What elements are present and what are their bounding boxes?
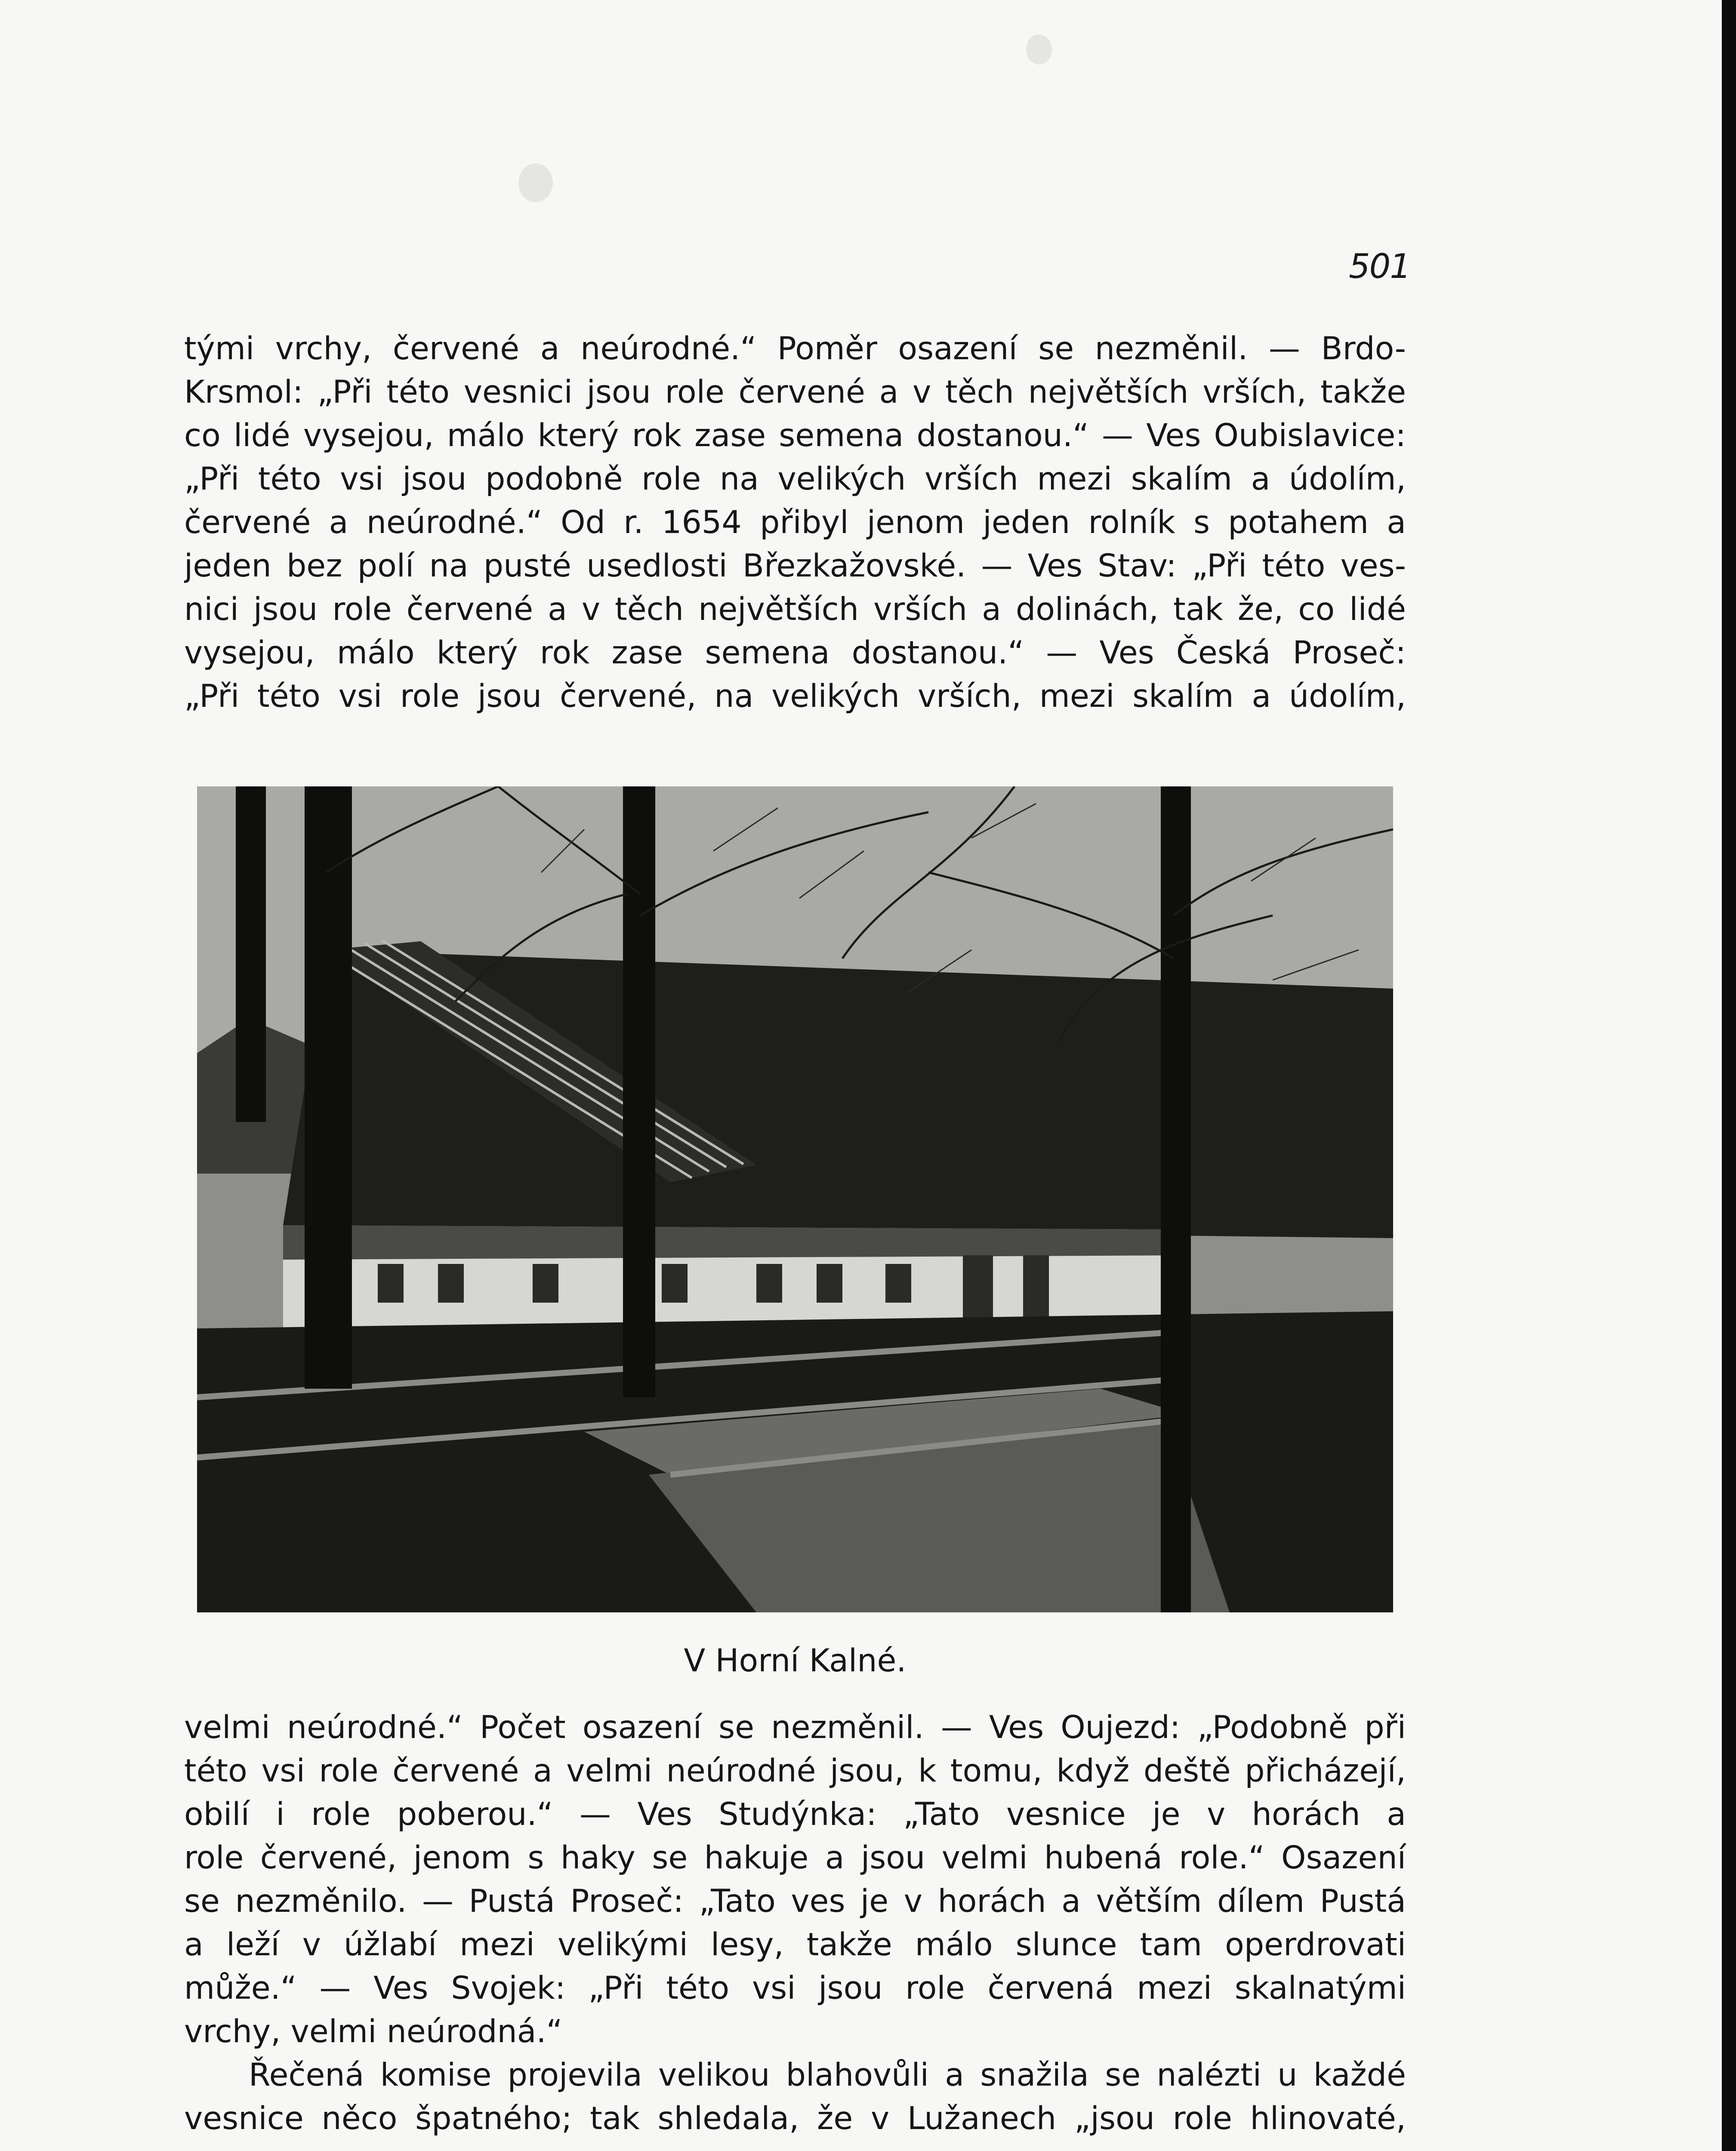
text-line: vesnice něco špatného; tak shledala, že v Lužanech „jsou role hlinovaté, (184, 2100, 1406, 2137)
text-line: této vsi role červené a velmi neúrodné jsou, k tomu, když deště přicházejí, (184, 1753, 1406, 1789)
text-line: Řečená komise projevila velikou blahovůli a snažila se nalézti u každé (249, 2057, 1406, 2093)
text-line: vysejou, málo který rok zase semena dostanou.“ — Ves Česká Proseč: (184, 635, 1406, 671)
text-line: obilí i role poberou.“ — Ves Studýnka: „Tato vesnice je v horách a (184, 1796, 1406, 1833)
photograph-horni-kalna (197, 786, 1393, 1612)
text-line: se nezměnilo. — Pustá Proseč: „Tato ves je v horách a větším dílem Pustá (184, 1883, 1406, 1920)
text-line: „Při této vsi jsou podobně role na velikých vrších mezi skalím a údolím, (184, 461, 1406, 497)
text-line: jeden bez polí na pusté usedlosti Březkažovské. — Ves Stav: „Při této ves- (184, 548, 1406, 584)
text-line: tými vrchy, červené a neúrodné.“ Poměr osazení se nezměnil. — Brdo- (184, 330, 1406, 367)
text-line: role červené, jenom s haky se hakuje a jsou velmi hubená role.“ Osazení (184, 1840, 1406, 1876)
text-line: Krsmol: „Při této vesnici jsou role červené a v těch největších vrších, takže (184, 374, 1406, 410)
text-line: „Při této vsi role jsou červené, na velikých vrších, mezi skalím a údolím, (184, 678, 1406, 715)
scan-smudge (518, 163, 553, 202)
scan-smudge (1026, 34, 1052, 65)
paragraph-bottom (184, 1706, 1406, 2140)
page-number: 501 (1349, 247, 1410, 286)
text-line: velmi neúrodné.“ Počet osazení se nezměnil. — Ves Oujezd: „Podobně při (184, 1709, 1406, 1746)
text-line: červené a neúrodné.“ Od r. 1654 přibyl jenom jeden rolník s potahem a (184, 504, 1406, 541)
text-line: co lidé vysejou, málo který rok zase semena dostanou.“ — Ves Oubislavice: (184, 417, 1406, 454)
scan-border (1722, 0, 1736, 2151)
figure-caption: V Horní Kalné. (684, 1643, 907, 1679)
text-line: může.“ — Ves Svojek: „Při této vsi jsou role červená mezi skalnatými (184, 1970, 1406, 2006)
text-line: nici jsou role červené a v těch největších vrších a dolinách, tak že, co lidé (184, 591, 1406, 628)
text-line: vrchy, velmi neúrodná.“ (184, 2013, 563, 2050)
text-line: a leží v úžlabí mezi velikými lesy, takže málo slunce tam operdrovati (184, 1926, 1406, 1963)
paragraph-top (184, 327, 1406, 718)
